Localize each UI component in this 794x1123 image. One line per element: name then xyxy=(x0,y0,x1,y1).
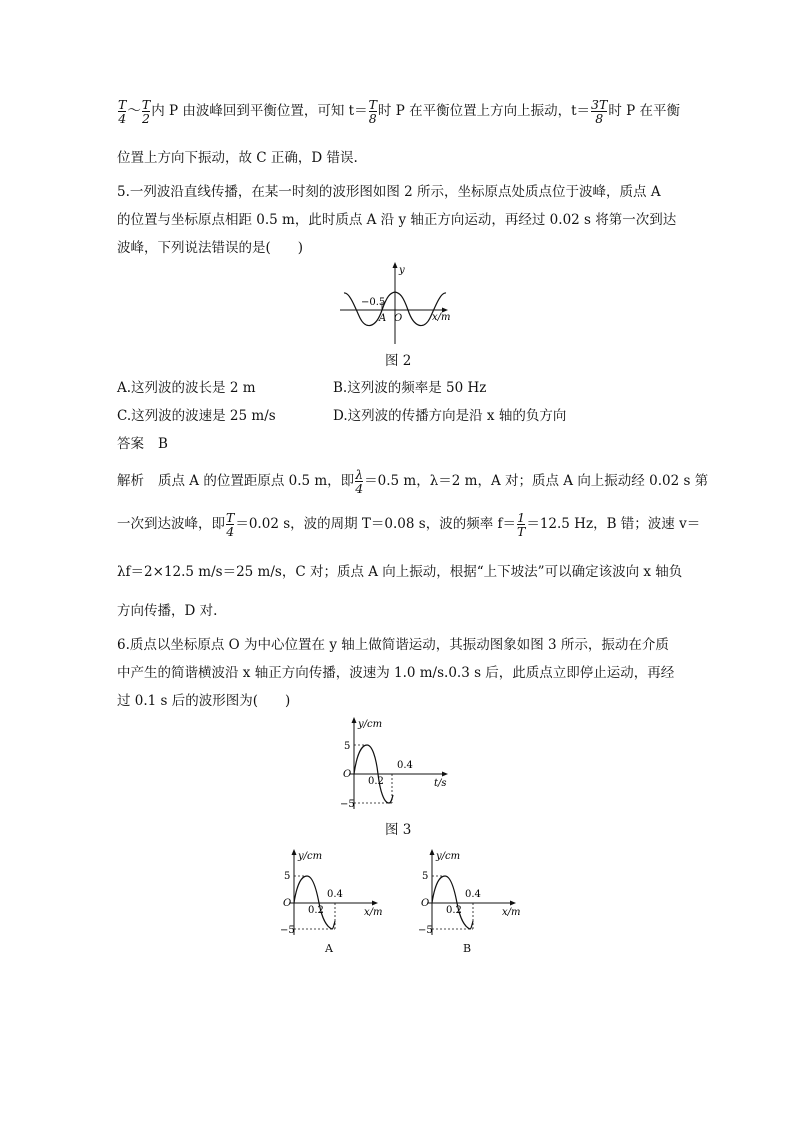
tick-neg-5: −5 xyxy=(340,799,355,810)
option-d: D.这列波的传播方向是沿 x 轴的负方向 xyxy=(333,408,567,424)
q6-line-2: 中产生的简谐横波沿 x 轴正方向传播，波速为 1.0 m/s.0.3 s 后，此质点立即停止运动，再经 xyxy=(117,665,675,681)
tick-5: 5 xyxy=(344,741,351,752)
y-axis-label: y/cm xyxy=(436,851,461,862)
origin-label: O xyxy=(283,898,292,909)
x-axis-label: x/m xyxy=(364,907,383,918)
analysis-line-4: 方向传播，D 对. xyxy=(117,603,218,619)
point-a-label: A xyxy=(379,313,387,324)
q5-line-2: 的位置与坐标原点相距 0.5 m，此时质点 A 沿 y 轴正方向运动，再经过 0.02 s 将第一次到达 xyxy=(117,212,677,228)
fraction-3t-over-8: $\frac{3T}{8}$ xyxy=(591,97,608,127)
option-a-letter: A xyxy=(325,942,333,955)
origin-label: O xyxy=(421,898,430,909)
tick-0-4: 0.4 xyxy=(465,889,481,900)
text-segment: 内 P 由波峰回到平衡位置，可知 t＝ xyxy=(151,103,368,120)
option-a-wave-graph xyxy=(280,845,396,937)
fraction-1-over-t: $\frac{1}{T}$ xyxy=(516,510,526,540)
tick-0-4: 0.4 xyxy=(397,760,413,771)
option-b: B.这列波的频率是 50 Hz xyxy=(333,380,487,396)
text-segment: 时 P 在平衡 xyxy=(608,103,680,120)
tick-5: 5 xyxy=(284,871,291,882)
option-b-wave-graph xyxy=(418,845,534,937)
answer-line xyxy=(117,438,168,452)
y-axis-label: y/cm xyxy=(358,719,383,730)
text-segment: 时 P 在平衡位置上方向上振动，t＝ xyxy=(377,103,591,120)
fraction-t-over-2: $\frac{T}{2}$ xyxy=(141,97,151,127)
tick-5: 5 xyxy=(422,871,429,882)
q6-line-3: 过 0.1 s 后的波形图为( ) xyxy=(117,693,291,709)
analysis-label: 解析 xyxy=(117,473,144,490)
q5-line-1: 5.一列波沿直线传播，在某一时刻的波形图如图 2 所示，坐标原点处质点位于波峰，质点 A xyxy=(117,184,661,200)
fraction-t-over-4: $\frac{T}{4}$ xyxy=(118,97,127,127)
q6-line-1: 6.质点以坐标原点 O 为中心位置在 y 轴上做简谐运动，其振动图象如图 3 所示，振动在介质 xyxy=(117,637,669,653)
figure-2-wave xyxy=(336,258,460,346)
fraction-lambda-over-4: $\frac{\lambda}{4}$ xyxy=(355,467,364,497)
option-a: A.这列波的波长是 2 m xyxy=(117,380,256,396)
answer-value: B xyxy=(158,436,168,452)
tick-neg-5: −5 xyxy=(418,925,433,936)
analysis-line-2: 一次到达波峰，即 $\frac{T}{4}$ ＝0.02 s，波的周期 T＝0.08 s，波的频率 f＝ $\frac{1}{T}$ ＝12.5 Hz，B 错；波速 v＝ xyxy=(117,510,701,540)
origin-label: O xyxy=(394,313,403,324)
fraction-t-over-4: $\frac{T}{4}$ xyxy=(226,510,235,540)
tick-0-2: 0.2 xyxy=(446,905,462,916)
top-line-1 xyxy=(117,98,680,125)
tick-label-neg-0-5: −0.5 xyxy=(361,297,386,308)
tilde: ～ xyxy=(127,103,141,120)
tick-0-2: 0.2 xyxy=(368,776,384,787)
x-axis-label: x/m xyxy=(502,907,521,918)
top-line-2: 位置上方向下振动，故 C 正确，D 错误. xyxy=(117,150,358,166)
answer-label: 答案 xyxy=(117,436,144,452)
analysis-line-3: λf＝2×12.5 m/s＝25 m/s，C 对；质点 A 向上振动，根据“上下坡法”可以确定该波向 x 轴负 xyxy=(117,564,683,580)
option-c: C.这列波的波速是 25 m/s xyxy=(117,408,276,424)
tick-0-2: 0.2 xyxy=(308,905,324,916)
figure-3-caption: 图 3 xyxy=(385,822,412,838)
option-b-letter: B xyxy=(463,942,472,955)
x-axis-label: x/m xyxy=(432,312,451,323)
tick-0-4: 0.4 xyxy=(327,889,343,900)
y-axis-label: y xyxy=(399,265,405,276)
tick-neg-5: −5 xyxy=(280,925,295,936)
fraction-t-over-8: $\frac{T}{8}$ xyxy=(368,97,377,127)
figure-3-vibration-graph xyxy=(340,713,456,811)
y-axis-label: y/cm xyxy=(298,851,323,862)
origin-label: O xyxy=(343,769,352,780)
x-axis-label: t/s xyxy=(434,778,447,789)
q5-line-3: 波峰，下列说法错误的是( ) xyxy=(117,240,304,256)
analysis-line-1: 解析 质点 A 的位置距原点 0.5 m，即 $\frac{\lambda}{4}$ ＝0.5 m，λ＝2 m，A 对；质点 A 向上振动经 0.02 s 第 xyxy=(117,467,709,497)
figure-2-caption: 图 2 xyxy=(385,353,412,369)
